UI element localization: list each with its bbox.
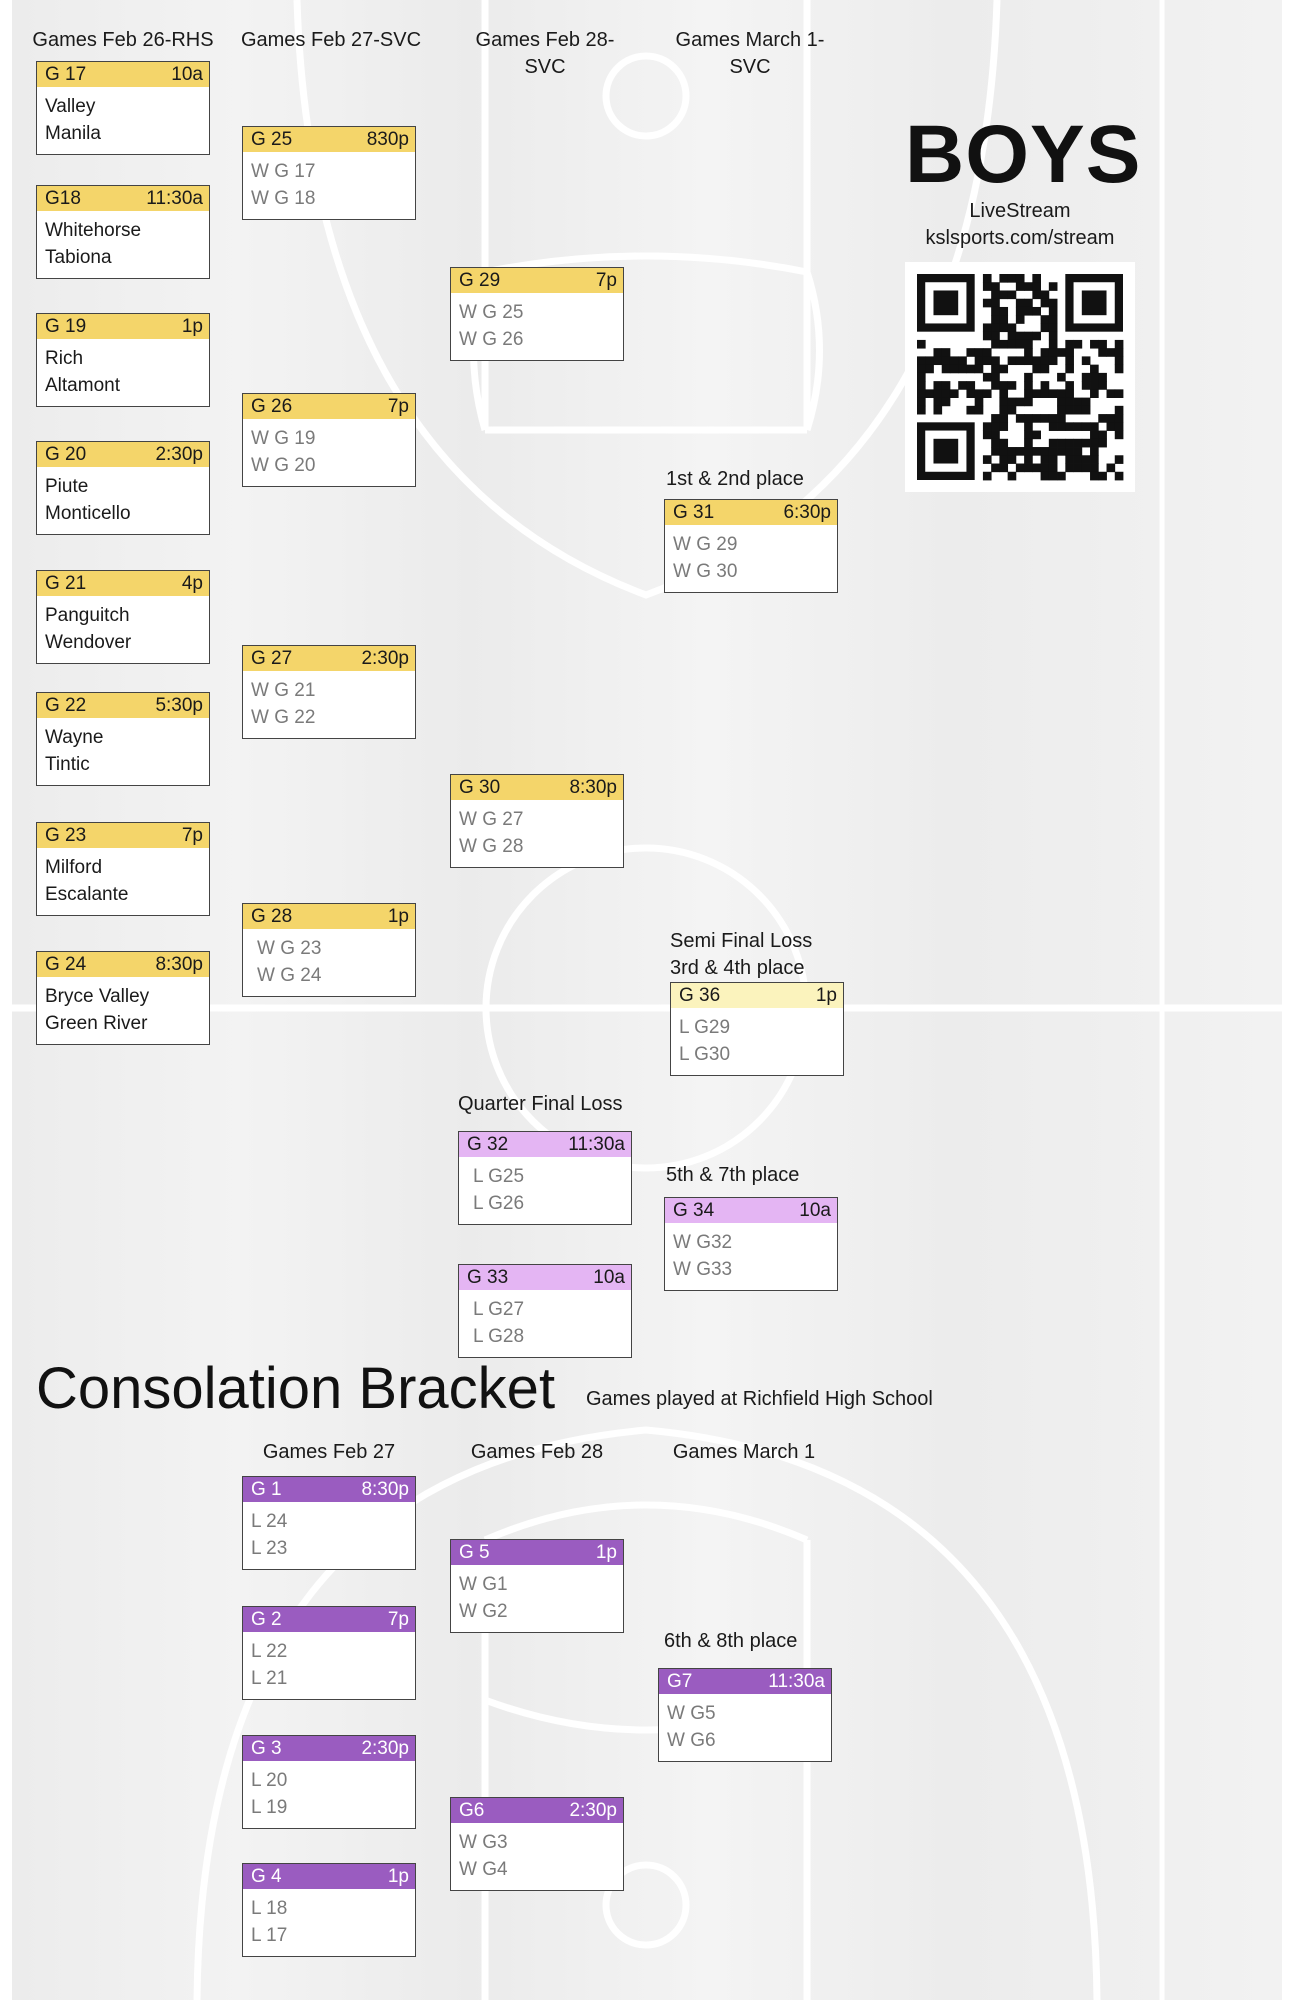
game-box-g23 — [36, 822, 210, 916]
game-box-g20 — [36, 441, 210, 535]
game-time: 7p — [181, 824, 203, 846]
livestream-label: LiveStream — [969, 200, 1071, 222]
label-fifth-seventh: 5th & 7th place — [666, 1164, 800, 1186]
game-id: G 4 — [251, 1865, 282, 1887]
team: Tintic — [45, 754, 90, 775]
game-id: G 17 — [45, 63, 87, 85]
game-time: 8:30p — [361, 1478, 409, 1500]
team: W G 27 — [459, 809, 524, 830]
game-box-g3 — [242, 1735, 416, 1829]
game-header — [243, 904, 415, 929]
team: Altamont — [45, 375, 120, 396]
team: L 20 — [251, 1770, 288, 1791]
game-box-g6 — [450, 1797, 624, 1891]
game-box-g5 — [450, 1539, 624, 1633]
game-header — [459, 1265, 631, 1290]
game-box-g33 — [458, 1264, 632, 1358]
team: W G32 — [673, 1232, 733, 1253]
game-time: 1p — [595, 1541, 617, 1563]
team: L G28 — [473, 1326, 525, 1347]
livestream-url[interactable]: kslsports.com/stream — [925, 227, 1115, 249]
game-id: G 29 — [459, 269, 501, 291]
game-id: G 5 — [459, 1541, 490, 1563]
game-header — [671, 983, 843, 1008]
game-id: G 19 — [45, 315, 87, 337]
game-time: 2:30p — [361, 647, 409, 669]
team: W G 20 — [251, 455, 316, 476]
team: Wendover — [45, 632, 132, 653]
game-time: 1p — [181, 315, 203, 337]
game-header — [243, 127, 415, 152]
team: Wayne — [45, 727, 104, 748]
consolation-title: Consolation Bracket — [36, 1356, 556, 1421]
game-box-g24 — [36, 951, 210, 1045]
team: W G 24 — [257, 965, 322, 986]
game-time: 10a — [593, 1266, 625, 1288]
team: W G 17 — [251, 161, 316, 182]
game-time: 7p — [387, 395, 409, 417]
game-time: 8:30p — [155, 953, 203, 975]
game-id: G 27 — [251, 647, 293, 669]
team: L 21 — [251, 1668, 288, 1689]
game-time: 1p — [387, 905, 409, 927]
game-header — [451, 1540, 623, 1565]
game-box-g28 — [242, 903, 416, 997]
team: L G27 — [473, 1299, 525, 1320]
game-time: 7p — [595, 269, 617, 291]
header-mar1: Games March 1-SVC — [675, 29, 825, 78]
game-id: G 26 — [251, 395, 293, 417]
team: Whitehorse — [45, 220, 142, 241]
game-id: G 22 — [45, 694, 87, 716]
game-header — [37, 571, 209, 596]
cons-header-mar1: Games March 1 — [672, 1441, 816, 1463]
game-header — [665, 500, 837, 525]
team: Escalante — [45, 884, 129, 905]
label-semi-loss: Semi Final Loss — [670, 930, 813, 952]
game-header — [37, 186, 209, 211]
game-time: 11:30a — [768, 1670, 825, 1692]
game-id: G 33 — [467, 1266, 509, 1288]
game-id: G 1 — [251, 1478, 282, 1500]
game-id: G 31 — [673, 501, 715, 523]
team: W G2 — [459, 1601, 508, 1622]
team: W G 21 — [251, 680, 316, 701]
team: W G3 — [459, 1832, 508, 1853]
team: L 23 — [251, 1538, 288, 1559]
game-box-g30 — [450, 774, 624, 868]
game-box-g22 — [36, 692, 210, 786]
header-feb28: Games Feb 28-SVC — [475, 29, 615, 78]
game-header — [37, 823, 209, 848]
game-box-g31 — [664, 499, 838, 593]
livestream-info — [905, 198, 1135, 252]
game-header — [37, 693, 209, 718]
team: L 17 — [251, 1925, 288, 1946]
game-time: 4p — [181, 572, 203, 594]
game-box-g1 — [242, 1476, 416, 1570]
team: W G5 — [667, 1703, 716, 1724]
game-time: 1p — [815, 984, 837, 1006]
game-header — [459, 1132, 631, 1157]
game-box-g17 — [36, 61, 210, 155]
team: W G 25 — [459, 302, 524, 323]
game-time: 7p — [387, 1608, 409, 1630]
team: W G 30 — [673, 561, 738, 582]
team: W G 29 — [673, 534, 738, 555]
game-id: G6 — [459, 1799, 485, 1821]
game-id: G 34 — [673, 1199, 715, 1221]
game-time: 10a — [799, 1199, 831, 1221]
game-header — [243, 1607, 415, 1632]
game-header — [243, 646, 415, 671]
game-id: G 20 — [45, 443, 87, 465]
game-box-g32 — [458, 1131, 632, 1225]
qr-code — [905, 262, 1135, 492]
team: L 24 — [251, 1511, 288, 1532]
game-header — [243, 1864, 415, 1889]
game-box-g2 — [242, 1606, 416, 1700]
header-feb27: Games Feb 27-SVC — [240, 29, 422, 51]
team: W G4 — [459, 1859, 508, 1880]
team: L 19 — [251, 1797, 288, 1818]
cons-header-feb28: Games Feb 28 — [470, 1441, 604, 1463]
team: W G 22 — [251, 707, 316, 728]
team: L G30 — [679, 1044, 731, 1065]
game-box-g27 — [242, 645, 416, 739]
game-header — [451, 1798, 623, 1823]
game-id: G7 — [667, 1670, 693, 1692]
team: Green River — [45, 1013, 148, 1034]
team: L G29 — [679, 1017, 731, 1038]
team: Valley — [45, 96, 96, 117]
game-header — [37, 952, 209, 977]
game-box-g29 — [450, 267, 624, 361]
game-box-g21 — [36, 570, 210, 664]
game-id: G 24 — [45, 953, 87, 975]
team: Piute — [45, 476, 89, 497]
game-id: G 30 — [459, 776, 501, 798]
team: Milford — [45, 857, 103, 878]
team: L 18 — [251, 1898, 288, 1919]
game-header — [37, 314, 209, 339]
team: W G 19 — [251, 428, 316, 449]
game-box-g26 — [242, 393, 416, 487]
game-box-g18 — [36, 185, 210, 279]
label-sixth-eighth: 6th & 8th place — [664, 1630, 798, 1652]
team: Tabiona — [45, 247, 112, 268]
game-header — [243, 1477, 415, 1502]
game-time: 11:30a — [568, 1133, 625, 1155]
bracket-title: BOYS — [905, 109, 1142, 200]
game-header — [243, 394, 415, 419]
team: Manila — [45, 123, 101, 144]
team: W G 28 — [459, 836, 524, 857]
game-id: G 2 — [251, 1608, 282, 1630]
label-first-second: 1st & 2nd place — [666, 468, 804, 490]
team: Bryce Valley — [45, 986, 150, 1007]
team: L 22 — [251, 1641, 288, 1662]
team: Monticello — [45, 503, 131, 524]
game-time: 10a — [171, 63, 203, 85]
game-header — [665, 1198, 837, 1223]
game-box-g4 — [242, 1863, 416, 1957]
game-header — [37, 62, 209, 87]
game-id: G 21 — [45, 572, 87, 594]
game-time: 2:30p — [155, 443, 203, 465]
game-box-g36 — [670, 982, 844, 1076]
game-time: 830p — [366, 128, 409, 150]
label-quarter-loss: Quarter Final Loss — [458, 1093, 623, 1115]
team: W G33 — [673, 1259, 733, 1280]
game-id: G 36 — [679, 984, 721, 1006]
team: L G26 — [473, 1193, 525, 1214]
cons-header-feb27: Games Feb 27 — [262, 1441, 396, 1463]
game-time: 5:30p — [155, 694, 203, 716]
header-feb26: Games Feb 26-RHS — [32, 29, 214, 51]
game-id: G 25 — [251, 128, 293, 150]
game-header — [451, 268, 623, 293]
game-box-g7 — [658, 1668, 832, 1762]
game-time: 6:30p — [783, 501, 831, 523]
team: W G 23 — [257, 938, 322, 959]
team: W G1 — [459, 1574, 508, 1595]
game-id: G 28 — [251, 905, 293, 927]
game-header — [243, 1736, 415, 1761]
game-header — [659, 1669, 831, 1694]
game-id: G 23 — [45, 824, 87, 846]
game-header — [37, 442, 209, 467]
game-time: 11:30a — [146, 187, 203, 209]
game-header — [451, 775, 623, 800]
team: L G25 — [473, 1166, 525, 1187]
game-time: 2:30p — [569, 1799, 617, 1821]
team: Panguitch — [45, 605, 130, 626]
game-box-g25 — [242, 126, 416, 220]
game-time: 2:30p — [361, 1737, 409, 1759]
label-third-fourth: 3rd & 4th place — [670, 957, 805, 979]
game-time: 8:30p — [569, 776, 617, 798]
team: Rich — [45, 348, 84, 369]
game-id: G18 — [45, 187, 81, 209]
game-box-g19 — [36, 313, 210, 407]
team: W G 18 — [251, 188, 316, 209]
consolation-subtitle: Games played at Richfield High School — [586, 1388, 933, 1410]
team: W G 26 — [459, 329, 524, 350]
game-box-g34 — [664, 1197, 838, 1291]
game-id: G 32 — [467, 1133, 509, 1155]
team: W G6 — [667, 1730, 716, 1751]
game-time: 1p — [387, 1865, 409, 1887]
game-id: G 3 — [251, 1737, 282, 1759]
